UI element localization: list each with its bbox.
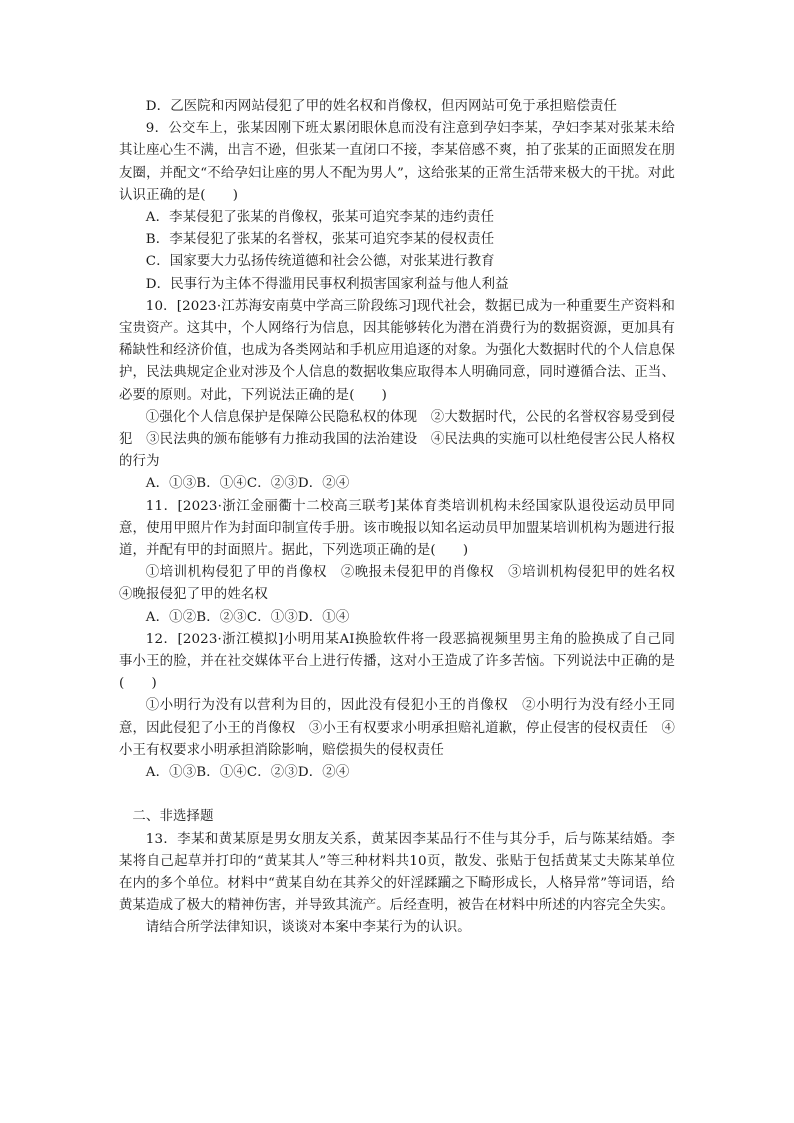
q11-options: A．①②B．②③C．①③D．①④ [145,609,350,625]
q9-option-a: A．李某侵犯了张某的肖像权，张某可追究李某的违约责任 [145,210,495,226]
q9-option-d: D．民事行为主体不得滥用民事权利损害国家利益与他人利益 [145,276,509,292]
q12-statements: ①小明行为没有以营利为目的，因此没有侵犯小王的肖像权 ②小明行为没有经小王同意，因此侵犯了小王的肖像权 ③小王有权要求小明承担赔礼道歉，停止侵害的侵权责任 ④小王有权要求小明承担消除影响，赔偿损失的侵权责任 [119,698,675,758]
q13-task: 请结合所学法律知识，谈谈对本案中李某行为的认识。 [145,920,471,936]
q13-stem: 13．李某和黄某原是男女朋友关系，黄某因李某品行不佳与其分手，后与陈某结婚。李某将自己起草并打印的“黄某其人”等三种材料共10页，散发、张贴于包括黄某丈夫陈某单位在内的多个单位。材料中“黄某自幼在其养父的奸淫蹂躏之下畸形成长，人格异常”等词语，给黄某造成了极大的精神伤害，并导致其流产。后经查明，被告在材料中所述的内容完全失实。 [119,831,675,914]
q8-option-d: D．乙医院和丙网站侵犯了甲的姓名权和肖像权，但丙网站可免于承担赔偿责任 [145,99,618,114]
q12-options: A．①③B．①④C．②③D．②④ [145,765,350,781]
q10-statements: ①强化个人信息保护是保障公民隐私权的体现 ②大数据时代，公民的名誉权容易受到侵犯 ③民法典的颁布能够有力推动我国的法治建设 ④民法典的实施可以杜绝侵害公民人格权的行为 [119,409,675,470]
document-page [119,96,689,940]
q10-options: A．①③B．①④C．②③D．②④ [145,476,350,492]
q9-stem: 9．公交车上，张某因刚下班太累闭眼休息而没有注意到孕妇李某，孕妇李某对张某未给其让座心生不满，出言不逊，但张某一直闭口不接，李某倍感不爽，拍了张某的正面照发在朋友圈，并配文“不给孕妇让座的男人不配为男人”，这给张某的正常生活带来极大的干扰。对此认识正确的是( ) [119,121,675,203]
section-title: 二、非选择题 [132,809,214,825]
q10-stem: 10．[2023·江苏海安南莫中学高三阶段练习]现代社会，数据已成为一种重要生产资料和宝贵资产。这其中，个人网络行为信息，因其能够转化为潜在消费行为的数据资源，更加具有稀缺性和经济价值，也成为各类网站和手机应用追逐的对象。为强化大数据时代的个人信息保护，民法典规定企业对涉及个人信息的数据收集应取得本人明确同意，同时遵循合法、正当、必要的原则。对此，下列说法正确的是( ) [119,298,675,403]
q9-option-b: B．李某侵犯了张某的名誉权，张某可追究李某的侵权责任 [145,232,495,248]
q12-stem: 12．[2023·浙江模拟]小明用某AI换脸软件将一段恶搞视频里男主角的脸换成了自己同事小王的脸，并在社交媒体平台上进行传播，这对小王造成了许多苦恼。下列说法中正确的是( ) [119,631,675,692]
q11-stem: 11．[2023·浙江金丽衢十二校高三联考]某体育类培训机构未经国家队退役运动员甲同意，使用甲照片作为封面印制宣传手册。该市晚报以知名运动员甲加盟某培训机构为题进行报道，并配有甲的封面照片。据此，下列选项正确的是( ) [119,498,675,559]
section-spacer [119,784,675,806]
q9-option-c: C．国家要大力弘扬传统道德和社会公德，对张某进行教育 [145,254,495,270]
q11-statements: ①培训机构侵犯了甲的肖像权 ②晚报未侵犯甲的肖像权 ③培训机构侵犯甲的姓名权 ④晚报侵犯了甲的姓名权 [119,565,689,603]
